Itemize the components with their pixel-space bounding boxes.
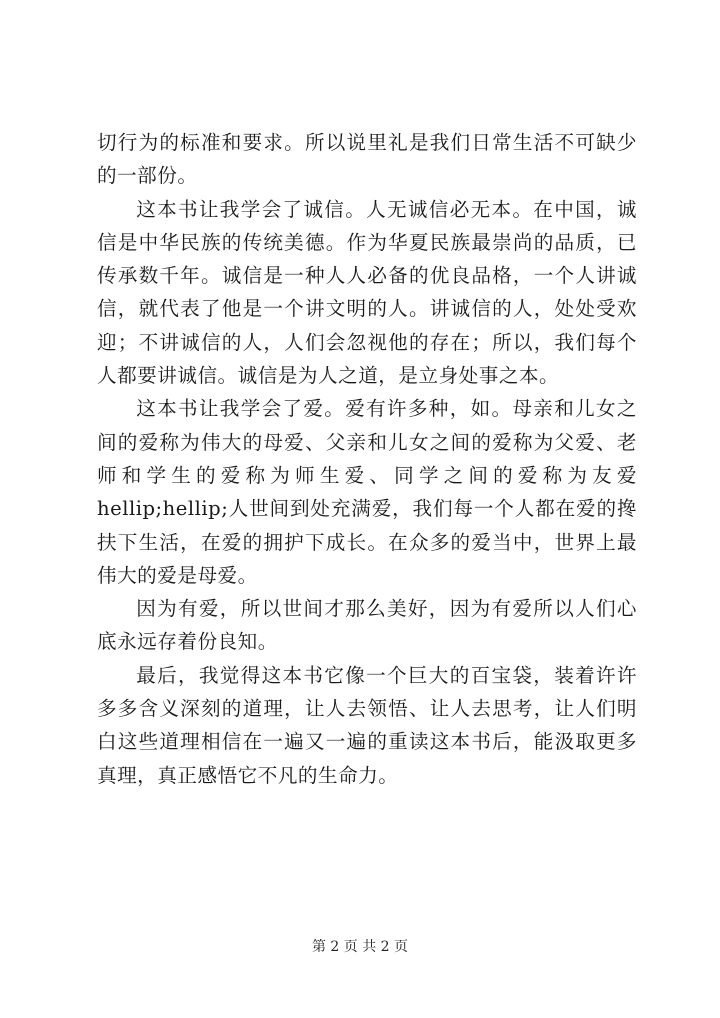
page-number-footer: 第 2 页 共 2 页 [311, 939, 409, 955]
paragraph-4: 因为有爱，所以世间才那么美好，因为有爱所以人们心底永远存着份良知。 [97, 597, 637, 654]
document-body [97, 126, 637, 792]
paragraph-2: 这本书让我学会了诚信。人无诚信必无本。在中国，诚信是中华民族的传统美德。作为华夏民族最崇尚的品质，已传承数千年。诚信是一种人人必备的优良品格，一个人讲诚信，就代表了他是一个讲文明的人。讲诚信的人，处处受欢迎；不讲诚信的人，人们会忽视他的存在；所以，我们每个人都要讲诚信。诚信是为人之道，是立身处事之本。 [97, 197, 637, 388]
paragraph-1: 切行为的标准和要求。所以说里礼是我们日常生活不可缺少的一部份。 [97, 131, 637, 188]
paragraph-3: 这本书让我学会了爱。爱有许多种，如。母亲和儿女之间的爱称为伟大的母爱、父亲和儿女之间的爱称为父爱、老师和学生的爱称为师生爱、同学之间的爱称为友爱hellip;hellip;人世间到处充满爱，我们每一个人都在爱的搀扶下生活，在爱的拥护下成长。在众多的爱当中，世界上最伟大的爱是母爱。 [97, 397, 637, 587]
paragraph-5: 最后，我觉得这本书它像一个巨大的百宝袋，装着许许多多含义深刻的道理，让人去领悟、让人去思考，让人们明白这些道理相信在一遍又一遍的重读这本书后，能汲取更多真理，真正感悟它不凡的生命力。 [97, 663, 637, 787]
